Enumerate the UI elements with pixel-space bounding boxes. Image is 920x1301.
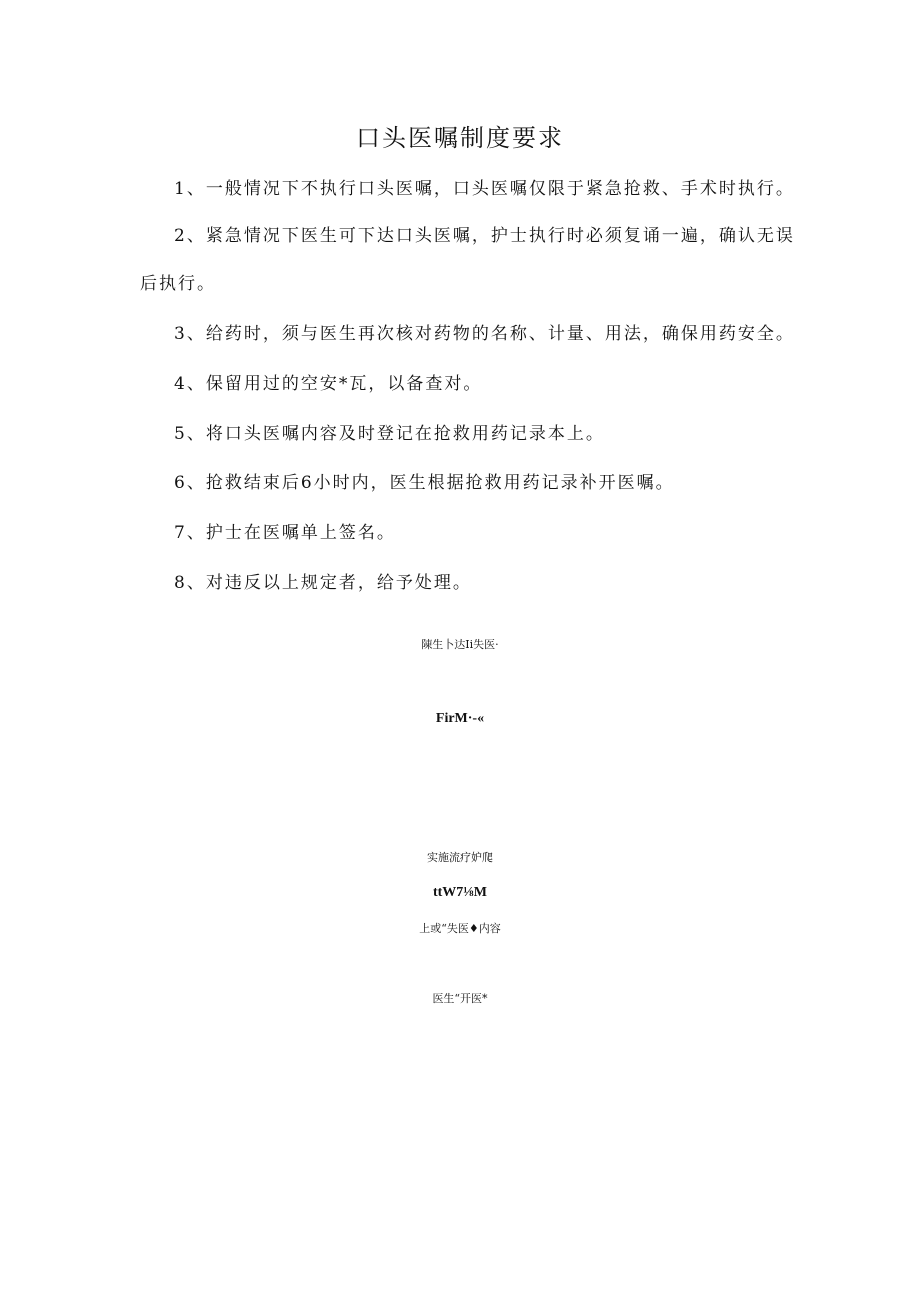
rule-5: 5、将口头医嘱内容及时登记在抢救用药记录本上。 bbox=[174, 424, 605, 444]
rule-2 bbox=[140, 224, 800, 296]
rule-2-line-1: 2、紧急情况下医生可下达口头医嘱，护士执行时必须复诵一遍，确认无误 bbox=[174, 226, 795, 246]
flow-step-record-order-content: 上或“失医♦内容 bbox=[419, 922, 501, 935]
rule-2-line-2: 后执行。 bbox=[140, 274, 216, 294]
flow-step-repeat-confirm: FirM·-« bbox=[435, 711, 485, 726]
flow-step-retain-ampoule: ttW7⅛M bbox=[432, 885, 488, 900]
rule-1: 1、一般情况下不执行口头医嘱，口头医嘱仅限于紧急抢救、手术时执行。 bbox=[174, 179, 795, 199]
page-title: 口头医嘱制度要求 bbox=[356, 124, 564, 152]
flow-step-doctor-issues-order: 陳生卜达Ii失医· bbox=[421, 638, 499, 651]
rule-8: 8、对违反以上规定者，给予处理。 bbox=[174, 573, 472, 593]
rule-6: 6、抢救结束后6小时内，医生根据抢救用药记录补开医嘱。 bbox=[174, 473, 675, 493]
flow-step-doctor-writes-order: 医生“开医* bbox=[432, 992, 488, 1005]
rule-3: 3、给药时，须与医生再次核对药物的名称、计量、用法，确保用药安全。 bbox=[174, 324, 795, 344]
rule-7: 7、护士在医嘱单上签名。 bbox=[174, 523, 396, 543]
rule-4: 4、保留用过的空安*瓦，以备查对。 bbox=[174, 374, 483, 394]
flow-step-implement-treatment: 实施流疗妒爬 bbox=[427, 851, 493, 864]
